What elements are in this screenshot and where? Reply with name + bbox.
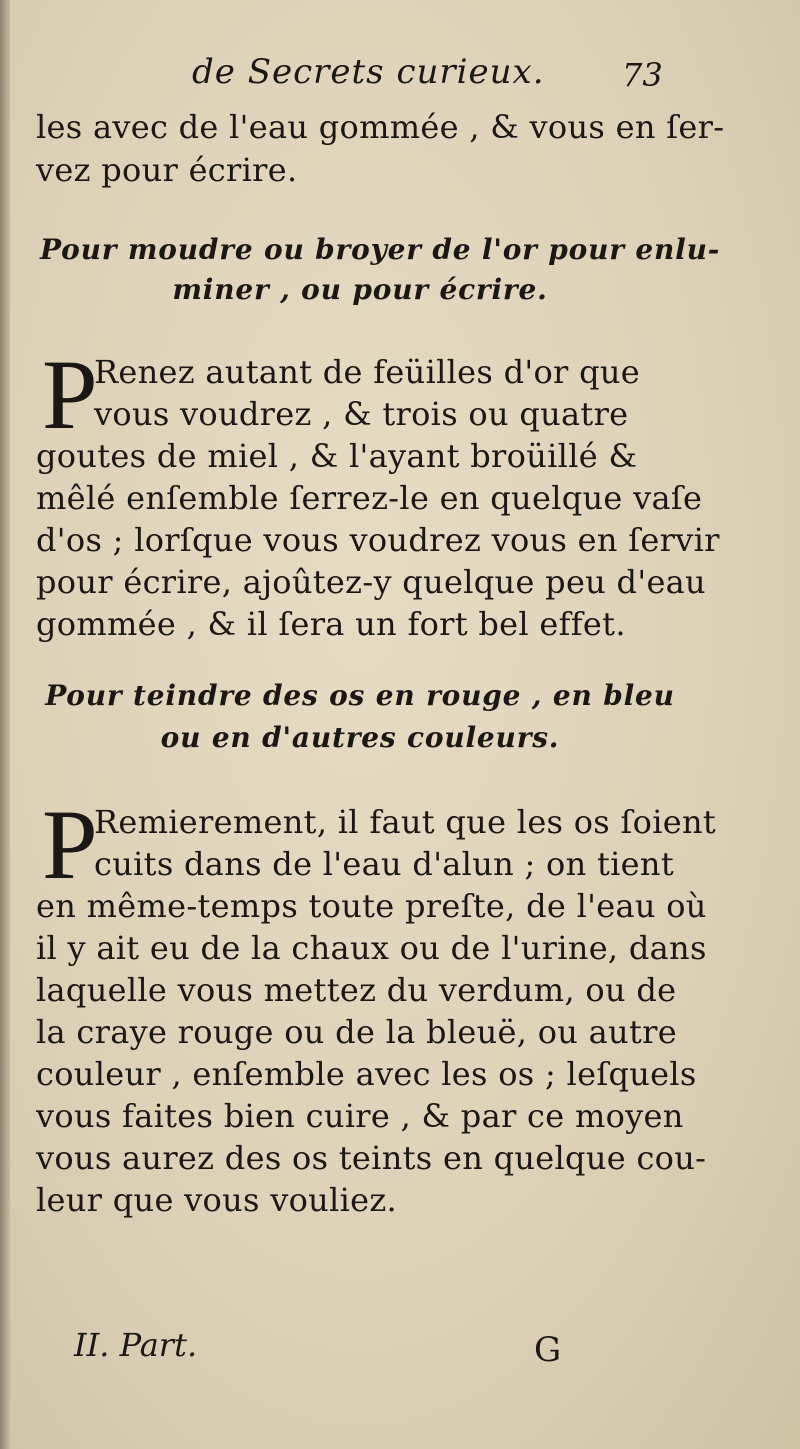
paragraph-line: pour écrire, ajoûtez-y quelque peu d'eau xyxy=(36,563,706,601)
running-header-title: de Secrets curieux. xyxy=(192,52,545,92)
paragraph-line: leur que vous vouliez. xyxy=(36,1181,397,1219)
paragraph-line: vous faites bien cuire , & par ce moyen xyxy=(36,1097,684,1135)
paragraph-line: goutes de miel , & l'ayant broüillé & xyxy=(36,437,638,475)
paragraph-line: mêlé enſemble ſerrez-le en quelque vaſe xyxy=(36,479,703,517)
paragraph-line: cuits dans de l'eau d'alun ; on tient xyxy=(94,845,674,883)
gathering-letter: G xyxy=(534,1330,562,1370)
paragraph-line: gommée , & il ſera un fort bel effet. xyxy=(36,605,626,643)
paragraph-line: couleur , enſemble avec les os ; leſquels xyxy=(36,1055,697,1093)
paragraph-line: vous aurez des os teints en quelque cou- xyxy=(36,1139,707,1177)
paragraph-line: laquelle vous mettez du verdum, ou de xyxy=(36,971,677,1009)
paragraph-line: il y ait eu de la chaux ou de l'urine, dans xyxy=(36,929,707,967)
intro-line: vez pour écrire. xyxy=(36,151,298,189)
paragraph-line: la craye rouge ou de la bleuë, ou autre xyxy=(36,1013,677,1051)
paragraph-line: vous voudrez , & trois ou quatre xyxy=(94,395,629,433)
page-number: 73 xyxy=(622,56,663,94)
intro-line: les avec de l'eau gommée , & vous en ſer- xyxy=(36,108,725,146)
section-heading: ou en d'autres couleurs. xyxy=(160,721,560,754)
page-gutter xyxy=(0,0,10,1449)
section-heading: Pour teindre des os en rouge , en bleu xyxy=(45,679,675,712)
drop-cap: P xyxy=(42,339,98,450)
paragraph-line: Remierement, il faut que les os ſoient xyxy=(94,803,717,841)
drop-cap: P xyxy=(42,789,98,900)
signature-mark: II. Part. xyxy=(74,1326,198,1364)
paragraph-line: en même-temps toute preſte, de l'eau où xyxy=(36,887,707,925)
paragraph-line: Renez autant de feüilles d'or que xyxy=(94,353,641,391)
section-heading: miner , ou pour écrire. xyxy=(172,273,548,306)
section-heading: Pour moudre ou broyer de l'or pour enlu- xyxy=(40,233,721,266)
paragraph-line: d'os ; lorſque vous voudrez vous en ſervir xyxy=(36,521,720,559)
